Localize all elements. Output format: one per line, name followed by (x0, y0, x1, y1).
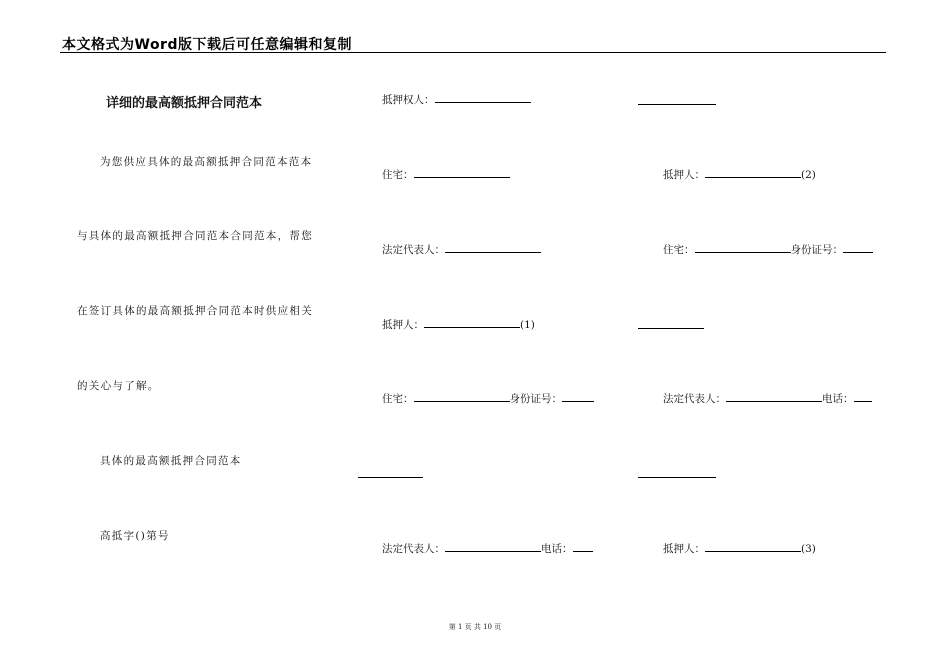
residence-3-blank (695, 243, 791, 253)
id-number-blank (843, 243, 873, 253)
legal-rep-3-blank (726, 392, 822, 402)
residence-3-label: 住宅： (663, 244, 695, 256)
intro-line-2: 与具体的最高额抵押合同范本合同范本，帮您 (77, 230, 313, 242)
legal-rep-label: 法定代表人： (382, 244, 445, 256)
phone-label: 电话： (822, 393, 854, 405)
mortgagor-3-field (663, 542, 816, 556)
page-header: 本文格式为Word版下载后可任意编辑和复制 (62, 37, 352, 53)
legal-rep-2-blank (445, 542, 541, 552)
blank-line (638, 477, 716, 478)
residence-3-field (663, 243, 873, 257)
mortgagor-1-blank (424, 318, 520, 328)
document-title: 详细的最高额抵押合同范本 (106, 96, 263, 111)
residence-2-blank (414, 392, 510, 402)
mortgagor-3-label: 抵押人： (663, 543, 705, 555)
mortgagee-field (382, 93, 531, 107)
contract-subtitle: 具体的最高额抵押合同范本 (100, 455, 242, 467)
phone-label: 电话： (541, 543, 573, 555)
residence-2-field (382, 392, 594, 406)
mortgagor-1-field (382, 318, 535, 332)
legal-rep-3-label: 法定代表人： (663, 393, 726, 405)
id-number-label: 身份证号： (509, 393, 562, 405)
legal-rep-blank (445, 243, 541, 253)
mortgagor-1-suffix: (1) (520, 319, 535, 331)
legal-rep-2-label: 法定代表人： (382, 543, 445, 555)
residence-label: 住宅： (382, 169, 414, 181)
blank-line (638, 104, 716, 105)
intro-line-4: 的关心与了解。 (77, 380, 160, 392)
mortgagor-3-suffix: (3) (801, 543, 816, 555)
legal-rep-field (382, 243, 541, 257)
id-number-blank (562, 392, 594, 402)
residence-2-label: 住宅： (382, 393, 414, 405)
header-rule (60, 52, 886, 53)
mortgagor-2-suffix: (2) (801, 169, 816, 181)
phone-blank (854, 392, 872, 402)
mortgagor-2-blank (705, 168, 801, 178)
legal-rep-3-field (663, 392, 872, 406)
id-number-label: 身份证号： (790, 244, 843, 256)
residence-blank (414, 168, 510, 178)
mortgagor-1-label: 抵押人： (382, 319, 424, 331)
blank-line (358, 477, 423, 478)
phone-blank (573, 542, 593, 552)
contract-number-line: 高抵字()第号 (100, 530, 170, 542)
intro-line-1: 为您供应具体的最高额抵押合同范本范本 (100, 156, 313, 168)
legal-rep-2-field (382, 542, 593, 556)
mortgagor-2-field (663, 168, 816, 182)
mortgagor-3-blank (705, 542, 801, 552)
mortgagee-label: 抵押权人： (382, 94, 435, 106)
intro-line-3: 在签订具体的最高额抵押合同范本时供应相关 (77, 305, 313, 317)
page-footer: 第 1 页 共 10 页 (448, 623, 502, 631)
mortgagor-2-label: 抵押人： (663, 169, 705, 181)
residence-field (382, 168, 510, 182)
blank-line (638, 328, 704, 329)
mortgagee-blank (435, 93, 531, 103)
